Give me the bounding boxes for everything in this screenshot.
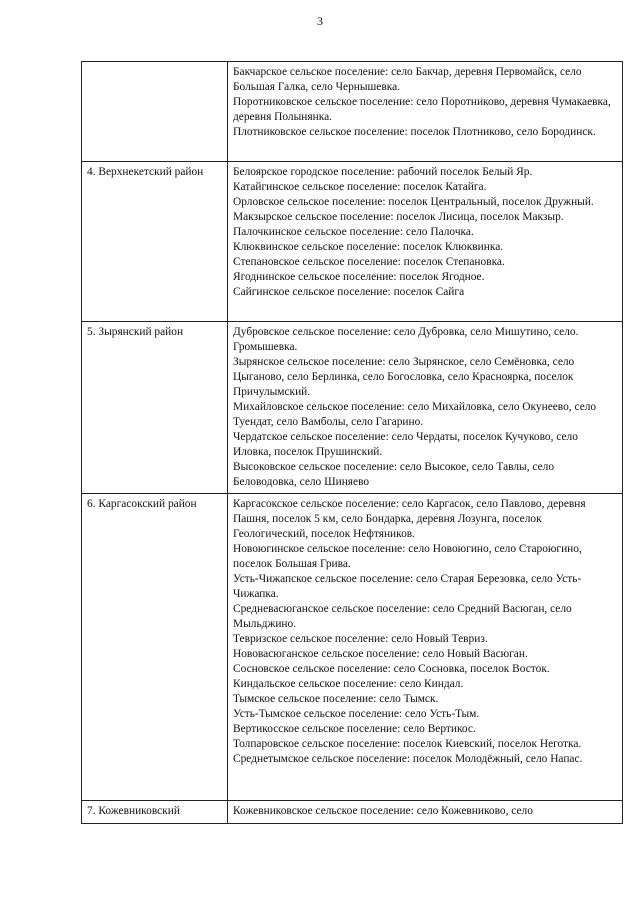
settlement-entry: Тевризское сельское поселение: село Новый Тевриз.	[233, 633, 488, 645]
settlement-entry: Высоковское сельское поселение: село Высокое, село Тавлы, село Беловодовка, село Шиняево	[233, 461, 555, 488]
districts-table	[81, 61, 623, 824]
district-cell: 5. Зырянский район	[82, 322, 228, 494]
settlement-entry: Нововасюганское сельское поселение: село Новый Васюган.	[233, 648, 528, 660]
settlement-entry: Сайгинское сельское поселение: поселок Сайга	[233, 286, 465, 298]
settlement-entry: Белоярское городское поселение: рабочий поселок Белый Яр.	[233, 166, 533, 178]
settlement-entry: Усть-Тымское сельское поселение: село Усть-Тым.	[233, 708, 480, 720]
page-number: 3	[317, 14, 323, 28]
settlement-entry: Кожевниковское сельское поселение: село Кожевниково, село	[233, 805, 533, 817]
table-row	[82, 801, 623, 824]
settlement-entry: Новоюгинское сельское поселение: село Новоюгино, село Староюгино, поселок Большая Грива.	[233, 543, 582, 570]
settlement-entry: Орловское сельское поселение: поселок Центральный, поселок Дружный.	[233, 196, 594, 208]
settlements-cell	[228, 494, 623, 801]
district-cell: 4. Верхнекетский район	[82, 162, 228, 322]
settlement-entry: Клюквинское сельское поселение: поселок Клюквинка.	[233, 241, 504, 253]
settlement-entry: Степановское сельское поселение: поселок Степановка.	[233, 256, 505, 268]
settlements-cell	[228, 62, 623, 162]
settlement-entry: Дубровское сельское поселение: село Дубровка, село Мишутино, село. Громышевка.	[233, 326, 579, 353]
settlement-entry: Среднетымское сельское поселение: поселок Молодёжный, село Напас.	[233, 753, 583, 765]
settlement-entry: Ягоднинское сельское поселение: поселок Ягодное.	[233, 271, 485, 283]
settlement-entry: Поротниковское сельское поселение: село Поротниково, деревня Чумакаевка, деревня Полынянка.	[233, 96, 611, 123]
settlement-entry: Киндальское сельское поселение: село Киндал.	[233, 678, 464, 690]
settlement-entry: Бакчарское сельское поселение: село Бакчар, деревня Первомайск, село Большая Галка, село Чернышевка.	[233, 66, 582, 93]
table-row	[82, 62, 623, 162]
settlement-entry: Сосновское сельское поселение: село Сосновка, поселок Восток.	[233, 663, 550, 675]
table-row	[82, 162, 623, 322]
settlement-entry: Усть-Чижапское сельское поселение: село Старая Березовка, село Усть-Чижапка.	[233, 573, 582, 600]
settlement-entry: Зырянское сельское поселение: село Зырянское, село Семёновка, село Цыганово, село Берлинка, село Богословка, село Красноярка, поселок Причулымский.	[233, 356, 575, 398]
settlements-cell	[228, 801, 623, 824]
settlement-entry: Каргасокское сельское поселение: село Каргасок, село Павлово, деревня Пашня, поселок 5 км, село Бондарка, деревня Лозунга, поселок Геологический, поселок Нефтяников.	[233, 498, 586, 540]
settlement-entry: Катайгинское сельское поселение: поселок Катайга.	[233, 181, 487, 193]
district-cell: 7. Кожевниковский	[82, 801, 228, 824]
settlement-entry: Плотниковское сельское поселение: поселок Плотниково, село Бородинск.	[233, 126, 596, 138]
table-row	[82, 494, 623, 801]
settlement-entry: Макзырское сельское поселение: поселок Лисица, поселок Макзыр.	[233, 211, 564, 223]
settlement-entry: Вертикосское сельское поселение: село Вертикос.	[233, 723, 476, 735]
settlements-cell	[228, 322, 623, 494]
settlement-entry: Михайловское сельское поселение: село Михайловка, село Окунеево, село Туендат, село Вамболы, село Гагарино.	[233, 401, 597, 428]
settlement-entry: Палочкинское сельское поселение: село Палочка.	[233, 226, 474, 238]
settlement-entry: Средневасюганское сельское поселение: село Средний Васюган, село Мыльджино.	[233, 603, 572, 630]
table-row	[82, 322, 623, 494]
district-cell	[82, 62, 228, 162]
settlements-cell	[228, 162, 623, 322]
settlement-entry: Тымское сельское поселение: село Тымск.	[233, 693, 439, 705]
settlement-entry: Толпаровское сельское поселение: поселок Киевский, поселок Неготка.	[233, 738, 582, 750]
settlement-entry: Чердатское сельское поселение: село Чердаты, поселок Кучуково, село Иловка, поселок Прушинский.	[233, 431, 578, 458]
district-cell: 6. Каргасокский район	[82, 494, 228, 801]
